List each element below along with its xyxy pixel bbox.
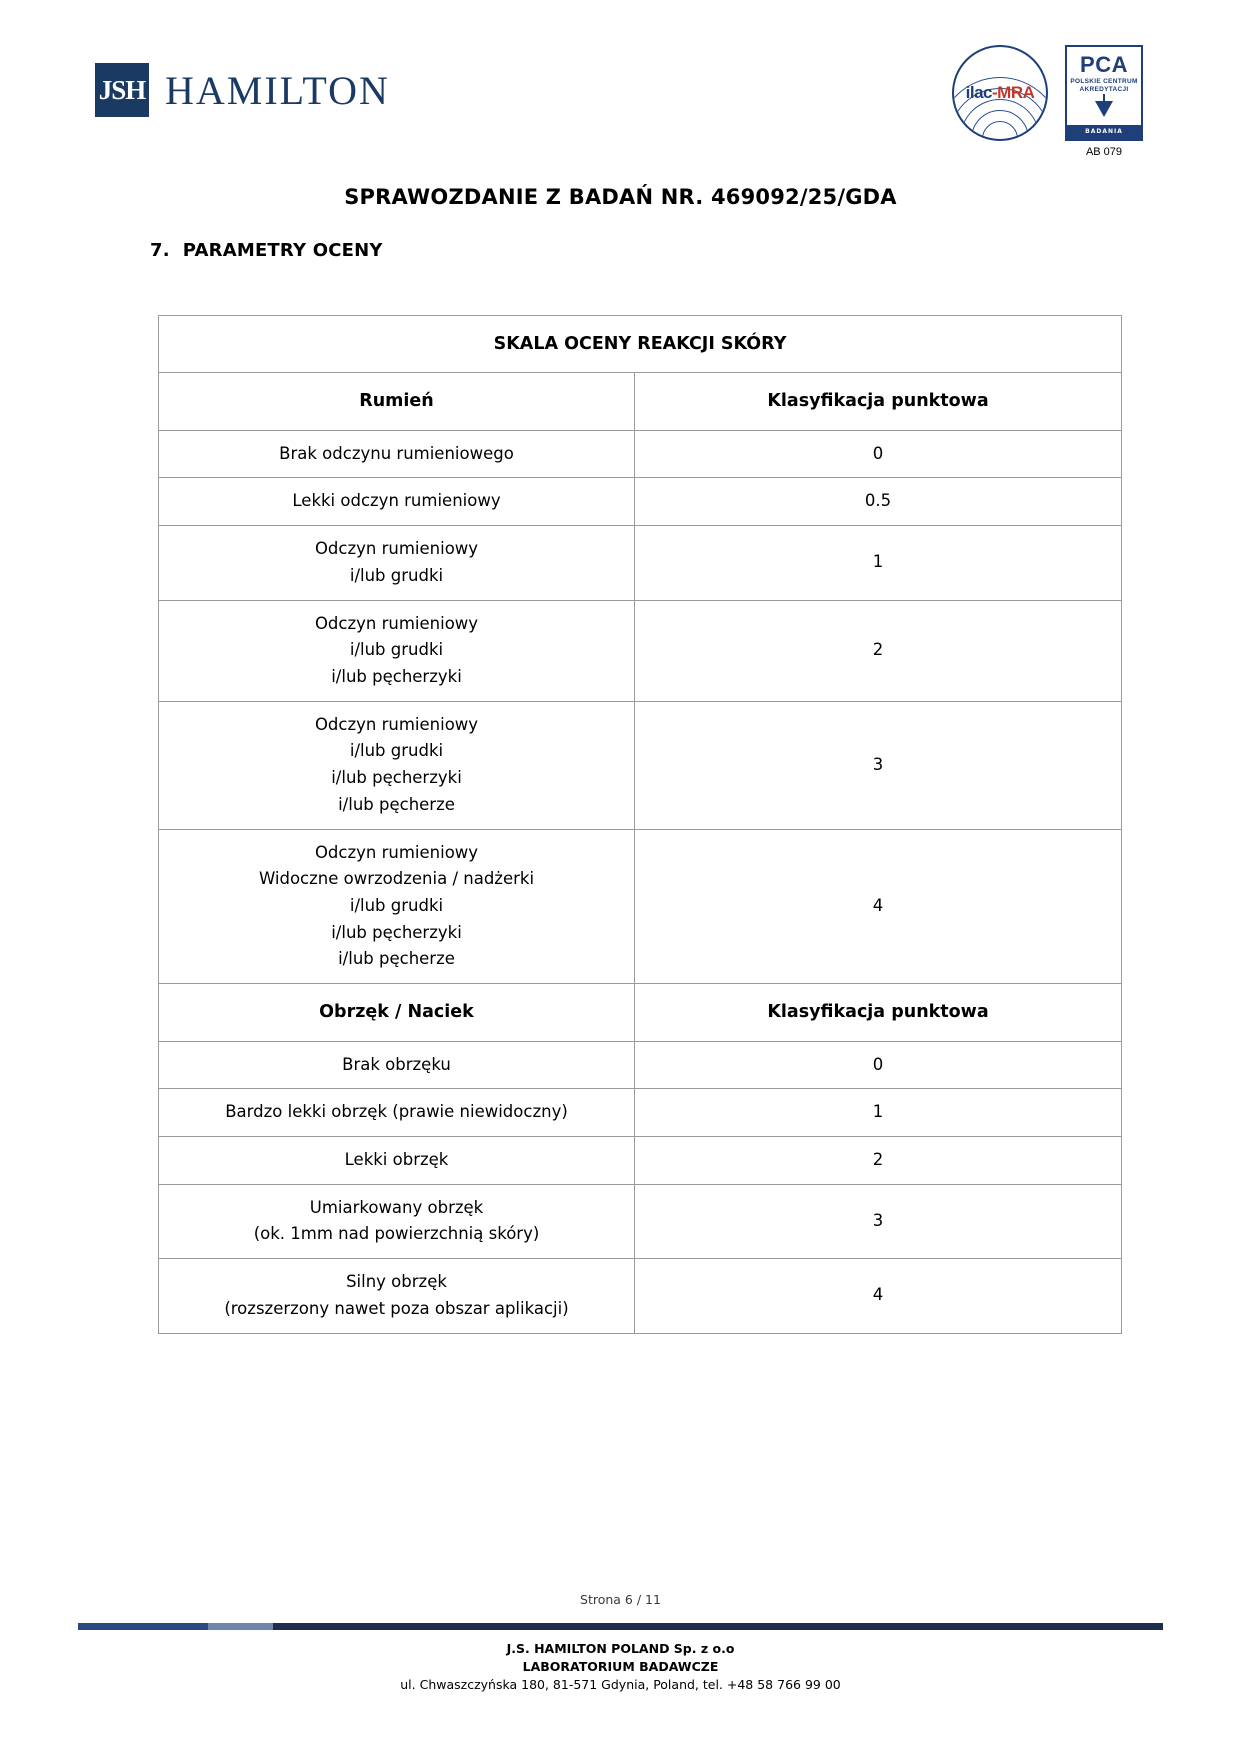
mra-label: MRA [997, 83, 1035, 102]
section-label: PARAMETRY OCENY [182, 240, 383, 261]
table-row [159, 1041, 1122, 1089]
table-row [159, 1259, 1122, 1333]
table-row [159, 430, 1122, 478]
footer-company: J.S. HAMILTON POLAND Sp. z o.o [506, 1641, 735, 1656]
table-header-row [159, 373, 1122, 430]
pca-accreditation-code: AB 079 [1085, 146, 1123, 158]
column-header-criterion: Rumień [159, 373, 635, 430]
table-row [159, 701, 1122, 829]
table-caption: SKALA OCENY REAKCJI SKÓRY [159, 316, 1122, 373]
skin-reaction-scale-table [158, 315, 1121, 1334]
cell-score: 4 [635, 1259, 1122, 1333]
ilac-mra-badge-icon: ilac-MRA [952, 45, 1048, 141]
pca-subtitle-line1: POLSKIE CENTRUM [1070, 78, 1138, 85]
cell-score: 1 [635, 1089, 1122, 1137]
cell-score: 2 [635, 600, 1122, 701]
pca-subtitle-line2: AKREDYTACJI [1079, 86, 1129, 94]
cell-description: Lekki obrzęk [159, 1136, 635, 1184]
cell-description: Bardzo lekki obrzęk (prawie niewidoczny) [159, 1089, 635, 1137]
footer-contact [0, 1640, 1241, 1694]
pca-badge-group [1062, 45, 1146, 158]
jsh-monogram-icon: JSH [95, 63, 149, 117]
section-number: 7. [150, 240, 170, 261]
table-caption-row [159, 316, 1122, 373]
flask-icon [1095, 101, 1113, 117]
cell-description: Odczyn rumieniowy i/lub grudki i/lub pęcherzyki i/lub pęcherze [159, 701, 635, 829]
ilac-label: ilac [965, 83, 992, 102]
footer-department: LABORATORIUM BADAWCZE [522, 1659, 719, 1675]
table-row [159, 526, 1122, 600]
cell-description: Lekki odczyn rumieniowy [159, 478, 635, 526]
table-row [159, 829, 1122, 984]
cell-description: Brak obrzęku [159, 1041, 635, 1089]
cell-description: Odczyn rumieniowy Widoczne owrzodzenia / nadżerki i/lub grudki i/lub pęcherzyki i/lub pęcherze [159, 829, 635, 984]
column-header-score: Klasyfikacja punktowa [635, 984, 1122, 1041]
column-header-criterion: Obrzęk / Naciek [159, 984, 635, 1041]
table-row [159, 1184, 1122, 1258]
cell-score: 0 [635, 1041, 1122, 1089]
cell-description: Odczyn rumieniowy i/lub grudki i/lub pęcherzyki [159, 600, 635, 701]
hamilton-logo [95, 63, 390, 117]
cell-description: Brak odczynu rumieniowego [159, 430, 635, 478]
cell-score: 4 [635, 829, 1122, 984]
page-header [95, 45, 1146, 158]
pca-bar-label: BADANIA [1067, 125, 1141, 139]
pca-badge-icon [1065, 45, 1143, 141]
pca-title: PCA [1080, 52, 1128, 77]
cell-score: 0 [635, 430, 1122, 478]
table-row [159, 478, 1122, 526]
footer-divider [78, 1623, 1163, 1630]
page-number: Strona 6 / 11 [580, 1592, 661, 1607]
cell-score: 0.5 [635, 478, 1122, 526]
cell-score: 3 [635, 1184, 1122, 1258]
cell-score: 3 [635, 701, 1122, 829]
cell-description: Umiarkowany obrzęk (ok. 1mm nad powierzchnią skóry) [159, 1184, 635, 1258]
cell-score: 1 [635, 526, 1122, 600]
cell-score: 2 [635, 1136, 1122, 1184]
table-row [159, 1136, 1122, 1184]
table-header-row [159, 984, 1122, 1041]
accreditation-badges [952, 45, 1146, 158]
flask-neck-icon [1103, 94, 1105, 101]
column-header-score: Klasyfikacja punktowa [635, 373, 1122, 430]
page-title: SPRAWOZDANIE Z BADAŃ NR. 469092/25/GDA [344, 185, 897, 209]
section-heading [150, 240, 383, 261]
cell-description: Odczyn rumieniowy i/lub grudki [159, 526, 635, 600]
cell-description: Silny obrzęk (rozszerzony nawet poza obszar aplikacji) [159, 1259, 635, 1333]
table-row [159, 600, 1122, 701]
table-row [159, 1089, 1122, 1137]
hamilton-wordmark: HAMILTON [165, 67, 390, 113]
footer-address: ul. Chwaszczyńska 180, 81-571 Gdynia, Poland, tel. +48 58 766 99 00 [400, 1677, 841, 1693]
